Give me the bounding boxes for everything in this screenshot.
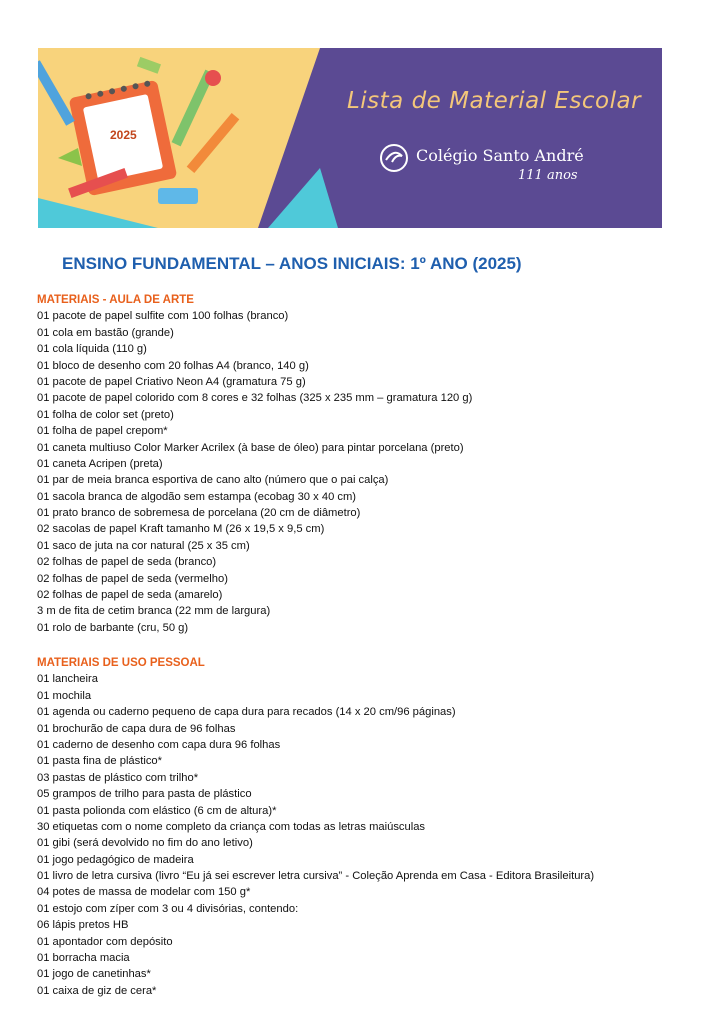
list-item: 01 agenda ou caderno pequeno de capa dura para recados (14 x 20 cm/96 páginas): [37, 706, 456, 719]
list-item: 01 sacola branca de algodão sem estampa (ecobag 30 x 40 cm): [37, 490, 357, 503]
list-item: 01 folha de color set (preto): [37, 408, 174, 421]
section-title: MATERIAIS - AULA DE ARTE: [37, 294, 194, 306]
section-personal-materials: [37, 655, 697, 999]
section-title: MATERIAIS DE USO PESSOAL: [37, 657, 205, 669]
list-item: 01 livro de letra cursiva (livro “Eu já sei escrever letra cursiva” - Coleção Aprenda em Casa - Editora Brasileitura): [37, 870, 595, 883]
list-item: 01 folha de papel crepom*: [37, 425, 168, 438]
school-name: Colégio Santo André: [416, 146, 584, 165]
header-banner: [38, 48, 662, 228]
list-item: 02 folhas de papel de seda (branco): [37, 556, 217, 569]
list-item: 01 lancheira: [37, 673, 98, 686]
list-item: 01 par de meia branca esportiva de cano alto (número que o pai calça): [37, 474, 389, 487]
list-item: 01 cola em bastão (grande): [37, 326, 174, 339]
list-item: 01 caderno de desenho com capa dura 96 folhas: [37, 738, 281, 751]
banner-title: Lista de Material Escolar: [346, 88, 642, 114]
list-item: 01 pacote de papel Criativo Neon A4 (gramatura 75 g): [37, 375, 306, 388]
list-item: 01 estojo com zíper com 3 ou 4 divisórias, contendo:: [37, 902, 299, 915]
list-item: 01 brochurão de capa dura de 96 folhas: [37, 722, 236, 735]
list-item: 01 caneta multiuso Color Marker Acrilex (à base de óleo) para pintar porcelana (preto): [37, 441, 464, 454]
list-item: 01 cola líquida (110 g): [37, 343, 147, 356]
list-item: 01 jogo de canetinhas*: [37, 968, 151, 981]
list-item: 01 gibi (será devolvido no fim do ano letivo): [37, 837, 253, 850]
list-item: 01 pacote de papel sulfite com 100 folhas (branco): [37, 310, 289, 323]
list-item: 05 grampos de trilho para pasta de plástico: [37, 788, 252, 801]
list-item: 01 prato branco de sobremesa de porcelana (20 cm de diâmetro): [37, 507, 361, 520]
list-item: 01 caneta Acripen (preta): [37, 457, 163, 470]
school-logo-icon: [378, 142, 410, 174]
list-item: 01 rolo de barbante (cru, 50 g): [37, 621, 189, 634]
list-item: 01 mochila: [37, 689, 92, 702]
notebook-year: 2025: [110, 128, 137, 142]
list-item: 3 m de fita de cetim branca (22 mm de largura): [37, 605, 271, 618]
list-item: 02 folhas de papel de seda (vermelho): [37, 572, 228, 585]
list-item: 04 potes de massa de modelar com 150 g*: [37, 886, 251, 899]
list-item: 01 pasta polionda com elástico (6 cm de altura)*: [37, 804, 277, 817]
list-item: 01 pacote de papel colorido com 8 cores e 32 folhas (325 x 235 mm – gramatura 120 g): [37, 392, 473, 405]
list-item: 06 lápis pretos HB: [37, 919, 129, 932]
school-years: 111 anos: [518, 168, 578, 183]
list-item: 02 folhas de papel de seda (amarelo): [37, 589, 223, 602]
list-item: 30 etiquetas com o nome completo da criança com todas as letras maiúsculas: [37, 820, 426, 833]
list-item: 01 jogo pedagógico de madeira: [37, 853, 194, 866]
school-logo-block: [378, 140, 662, 190]
list-item: 01 pasta fina de plástico*: [37, 755, 163, 768]
list-item: 01 saco de juta na cor natural (25 x 35 cm): [37, 539, 250, 552]
page-heading: ENSINO FUNDAMENTAL – ANOS INICIAIS: 1º ANO (2025): [62, 254, 522, 273]
list-item: 01 borracha macia: [37, 952, 130, 965]
section-art-materials: [37, 292, 697, 636]
list-item: 01 bloco de desenho com 20 folhas A4 (branco, 140 g): [37, 359, 309, 372]
list-item: 01 apontador com depósito: [37, 935, 173, 948]
list-item: 01 caixa de giz de cera*: [37, 984, 157, 997]
list-item: 03 pastas de plástico com trilho*: [37, 771, 199, 784]
list-item: 02 sacolas de papel Kraft tamanho M (26 x 19,5 x 9,5 cm): [37, 523, 325, 536]
